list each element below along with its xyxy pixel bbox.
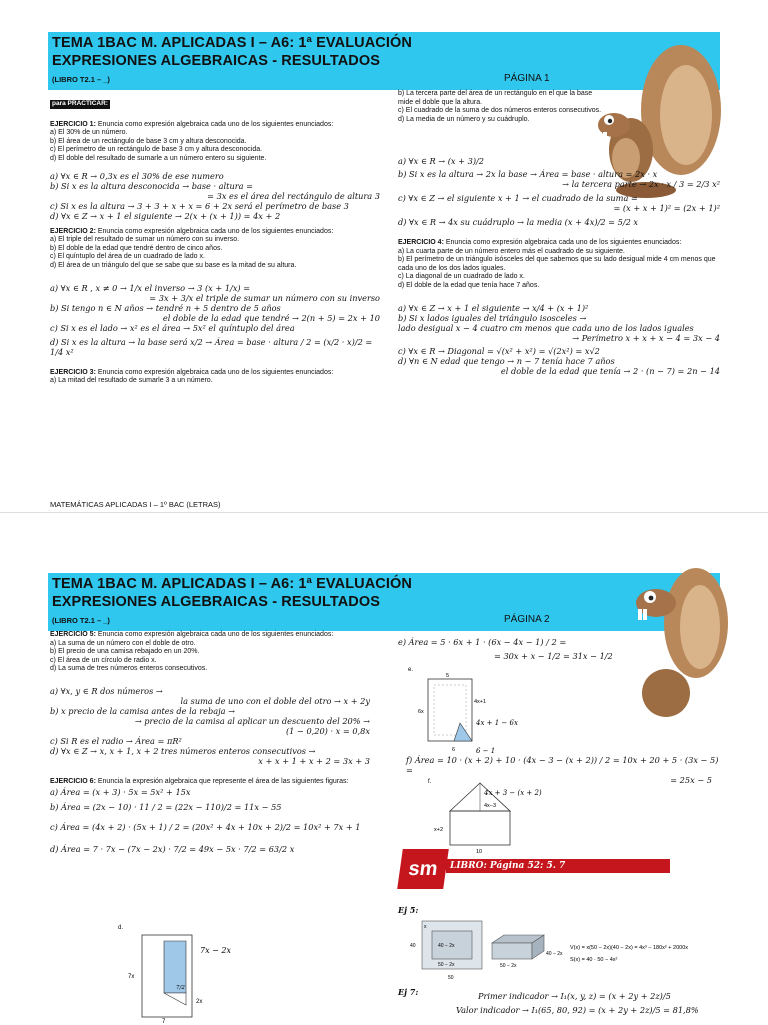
ej6-sol-b: b) Área = (2x − 10) · 11 / 2 = (22x − 110)/2 = 11x − 55 <box>50 801 282 812</box>
ej6-heading: EJERCICIO 6: <box>50 777 96 785</box>
ej2-sol-c: c) Si x es el lado → x² es el área → 5x² el quíntuplo del área <box>50 322 295 333</box>
ej3-item-a: a) La mitad del resultado de sumarle 3 a un número. <box>50 377 213 385</box>
ej5-net-d: 50 <box>448 975 454 981</box>
ej5-net-b: 50 − 2x <box>438 962 455 968</box>
ej2-sol-a2: = 3x + 3/x el triple de sumar un número con su inverso <box>149 292 380 303</box>
fig-e-top-label: 5 <box>446 673 450 679</box>
ej5-sol-b2: → precio de la camisa al aplicar un descuento del 20% → <box>134 715 370 726</box>
ej4-sol-d2: el doble de la edad que tenía → 2 · (n − 7) = 2n − 14 <box>500 365 720 376</box>
ej3-heading: EJERCICIO 3: <box>50 368 96 376</box>
ej5-sol-d2: x + x + 1 + x + 2 = 3x + 3 <box>258 755 370 766</box>
ej4-sol-b2: lado desigual x − 4 cuatro cm menos que cada uno de los lados iguales <box>398 322 694 333</box>
ej5-item-a: a) La suma de un número con el doble de otro. <box>50 639 196 647</box>
ej4-item-d: d) El doble de la edad que tenía hace 7 años. <box>398 281 540 289</box>
ej1-sol-b2: = 3x es el área del rectángulo de altura 3 <box>207 190 380 201</box>
ej5-volume: V(x) = x(50 − 2x)(40 − 2x) = 4x³ − 180x² + 2000x <box>570 945 689 951</box>
fig-d-top-label: 7x − 2x <box>200 946 231 955</box>
ej2-intro <box>50 228 380 237</box>
ej5-item-d: d) La suma de tres números enteros consecutivos. <box>50 665 208 673</box>
ej4-sol-c: c) ∀x ∈ R → Diagonal = √(x² + x²) = √(2x²) = x√2 <box>398 345 600 356</box>
ej5-net-e: x <box>424 924 427 930</box>
ej4-sol-a: a) ∀x ∈ Z → x + 1 el siguiente → x/4 + (x + 1)² <box>398 302 589 313</box>
ej5-item-c: c) El área de un círculo de radio x. <box>50 656 157 664</box>
ej3-sol-c: c) ∀x ∈ Z → el siguiente x + 1 → el cuadrado de la suma = <box>398 193 638 203</box>
page-2 <box>0 512 768 1025</box>
ej5-label: Ej 5: <box>398 905 419 915</box>
ej4-sol-d: d) ∀n ∈ N edad que tengo → n − 7 tenía hace 7 años <box>398 355 615 366</box>
ej6-sol-f: f) Área = 10 · (x + 2) + 10 · (4x − 3 − (x + 2)) / 2 = 10x + 20 + 5 · (3x − 5) = <box>406 755 719 775</box>
ej5-sol-a2: la suma de uno con el doble del otro → x + 2y <box>180 695 370 706</box>
ej3-intro-text: Enuncia como expresión algebraica cada uno de los siguientes enunciados: <box>97 368 334 376</box>
ej5-intro-text: Enuncia como expresión algebraica cada uno de los siguientes enunciados: <box>97 631 334 638</box>
ej3-sol-c2: = (x + x + 1)² = (2x + 1)² <box>613 203 720 213</box>
ej4-sol-b3: → Perímetro x + x + x − 4 = 3x − 4 <box>572 332 720 343</box>
fig-f-bottom-label: 10 <box>476 849 483 855</box>
fig-f-label: f. <box>428 779 432 785</box>
ej4-item-c: c) La diagonal de un cuadrado de lado x. <box>398 273 525 281</box>
ej1-sol-a: a) ∀x ∈ R → 0,3x es el 30% de ese numero <box>50 170 224 181</box>
ej4-sol-b: b) Si x lados iguales del triángulo isosceles → <box>398 312 587 323</box>
ej5-net-a: 40 − 2x <box>438 943 455 949</box>
fig-f-top-label: 4x + 3 − (x + 2) <box>484 789 542 797</box>
fig-f-rect <box>450 811 510 845</box>
ej2-sol-b: b) Si tengo n ∈ N años → tendré n + 5 dentro de 5 años <box>50 302 281 313</box>
ej4-item-b: b) El perímetro de un triángulo isósceles del que sabemos que su lado desigual mide 4 cm menos que cada uno de los dos lados iguales. <box>398 256 716 272</box>
figure-f-diagram <box>420 775 550 855</box>
header-title-line1: TEMA 1BAC M. APLICADAS I – A6: 1ª EVALUACIÓN <box>52 35 412 51</box>
ej6-intro-text: Enuncia la expresión algebraica que represente el área de las siguientes figuras: <box>97 777 349 785</box>
ej5-sol-b3: (1 − 0,20) · x = 0,8x <box>285 725 370 736</box>
ej7-solution <box>456 991 716 1015</box>
ej5-surface: S(x) = 40 · 50 − 4x² <box>570 957 618 963</box>
ej1-item-c: c) El perímetro de un rectángulo de base 3 cm y altura desconocida. <box>50 146 263 154</box>
ej2-heading: EJERCICIO 2: <box>50 227 96 235</box>
fig-e-bottom2-label: 6 − 1 <box>476 747 496 755</box>
practicar-label: para PRACTICAR: <box>52 100 108 107</box>
ej5-intro <box>50 631 370 640</box>
ej1-item-b: b) El área de un rectángulo de base 3 cm y altura desconocida. <box>50 137 247 145</box>
page-number-2: PÁGINA 2 <box>504 614 550 625</box>
ej4-intro <box>398 239 720 248</box>
page-footer: MATEMÁTICAS APLICADAS I – 1º BAC (LETRAS) <box>50 500 221 509</box>
ej4-item-a: a) La cuarta parte de un número entero más el cuadrado de su siguiente. <box>398 247 625 255</box>
ej1-sol-d: d) ∀x ∈ Z → x + 1 el siguiente → 2(x + (x + 1)) = 4x + 2 <box>50 210 281 221</box>
fig-e-triangle <box>454 723 472 741</box>
ej5-sol-a: a) ∀x, y ∈ R dos números → <box>50 685 163 696</box>
ej3-sol-b: b) Si x es la altura → 2x la base → Área = base · altura = 2x · x <box>398 169 658 179</box>
fig-d-left-label: 7x <box>128 974 135 980</box>
ej2-intro-text: Enuncia como expresión algebraica cada uno de los siguientes enunciados: <box>97 227 334 235</box>
ej2-item-c: c) El quíntuplo del área de un cuadrado de lado x. <box>50 253 205 261</box>
ej5-box-f: 40 − 2x <box>546 951 563 957</box>
ej5-sol-b: b) x precio de la camisa antes de la rebaja → <box>50 705 235 716</box>
figure-e-diagram <box>400 663 520 759</box>
ej4-heading: EJERCICIO 4: <box>398 239 444 246</box>
libro-pagina-banner: LIBRO: Página 52: 5. 7 <box>446 859 670 873</box>
libro-ref-2: (LIBRO T2.1 – _) <box>52 616 110 625</box>
ej3-item-b: b) La tercera parte del área de un rectángulo en el que la base mide el doble que la altura. <box>398 90 593 106</box>
ej1-intro-text: Enuncia como expresión algebraica cada uno de los siguientes enunciados: <box>97 120 334 128</box>
ej2-item-d: d) El área de un triángulo del que se sabe que su base es la mitad de su altura. <box>50 261 297 269</box>
fig-d-inner-label: 7/2 <box>176 985 185 991</box>
ej2-sol-a: a) ∀x ∈ R , x ≠ 0 → 1/x el inverso → 3 (x + 1/x) = <box>50 282 251 293</box>
ej3-sol-d: d) ∀x ∈ R → 4x su cuádruplo → la media (x + 4x)/2 = 5/2 x <box>398 217 639 227</box>
right-column <box>398 156 720 376</box>
ej3-item-d: d) La media de un número y su cuádruplo. <box>398 115 530 123</box>
ej6-sol-f2: = 25x − 5 <box>670 775 712 785</box>
header-title-line1-2: TEMA 1BAC M. APLICADAS I – A6: 1ª EVALUACIÓN <box>52 576 412 592</box>
fig-e-right-label: 4x+1 <box>474 699 487 705</box>
figure-d-diagram <box>112 923 262 1023</box>
ej1-sol-b: b) Si x es la altura desconocida → base · altura = <box>50 180 253 191</box>
right-column-top <box>398 90 608 124</box>
page-number: PÁGINA 1 <box>504 73 550 84</box>
fig-f-left-label: x+2 <box>434 827 444 833</box>
ej1-item-d: d) El doble del resultado de sumarle a un número entero su siguiente. <box>50 154 267 162</box>
ej2-sol-b2: el doble de la edad que tendré → 2(n + 5) = 2x + 10 <box>162 312 380 323</box>
ej5-box-g: 50 − 2x <box>500 963 517 969</box>
ej5-sol-d: d) ∀x ∈ Z → x, x + 1, x + 2 tres números enteros consecutivos → <box>50 745 316 756</box>
libro-ref: (LIBRO T2.1 – _) <box>52 75 110 84</box>
ej3-sol-b2: → la tercera parte → 2x · x / 3 = 2/3 x² <box>562 179 720 189</box>
ej6-sol-a: a) Área = (x + 3) · 5x = 5x² + 15x <box>50 786 191 797</box>
fig-e-label: e. <box>408 667 414 673</box>
ej7-label: Ej 7: <box>398 987 419 997</box>
ej5-sol-c: c) Si R es el radio → Área = πR² <box>50 735 182 746</box>
ej5-box-front <box>492 943 532 959</box>
sm-logo: sm <box>397 849 449 889</box>
ej7-line1: Primer indicador → I₁(x, y, z) = (x + 2y + 2z)/5 <box>478 991 671 1001</box>
ej6-sol-c: c) Área = (4x + 2) · (5x + 1) / 2 = (20x² + 4x + 10x + 2)/2 = 10x² + 7x + 1 <box>50 821 361 832</box>
ej5-item-b: b) El precio de una camisa rebajado en un 20%. <box>50 648 200 656</box>
page-1 <box>0 0 768 512</box>
fig-d-bottom-label: 7 <box>162 1019 166 1023</box>
ej5-net-c: 40 <box>410 943 416 949</box>
ej3-sol-a: a) ∀x ∈ R → (x + 3)/2 <box>398 156 484 166</box>
left-column-2 <box>50 631 370 854</box>
ej4-intro-text: Enuncia como expresión algebraica cada uno de los siguientes enunciados: <box>445 239 682 246</box>
ej5-heading: EJERCICIO 5: <box>50 631 96 638</box>
ej3-intro <box>50 369 380 378</box>
ej5-box-diagram <box>404 915 708 987</box>
right-column-2 <box>398 637 718 661</box>
ej1-item-a: a) El 30% de un número. <box>50 129 128 137</box>
fig-d-triangle <box>164 993 186 1005</box>
header-title-line2-2: EXPRESIONES ALGEBRAICAS - RESULTADOS <box>52 594 381 610</box>
fig-e-left-label: 6x <box>418 709 424 715</box>
ej6-sol-e2: = 30x + x − 1/2 = 31x − 1/2 <box>494 651 613 661</box>
fig-e-bottom1-label: 6 <box>452 747 456 753</box>
ej6-intro <box>50 778 370 787</box>
left-column <box>50 100 380 386</box>
ej1-heading: EJERCICIO 1: <box>50 120 96 128</box>
fig-d-right-label: 2x <box>196 999 203 1005</box>
header-banner-2 <box>48 573 720 631</box>
ej3-item-c: c) El cuadrado de la suma de dos números enteros consecutivos. <box>398 107 602 115</box>
ej2-item-b: b) El doble de la edad que tendré dentro de cinco años. <box>50 244 223 252</box>
header-title-line2: EXPRESIONES ALGEBRAICAS - RESULTADOS <box>52 53 381 69</box>
ej1-sol-c: c) Si x es la altura → 3 + 3 + x + x = 6 + 2x será el perímetro de base 3 <box>50 200 349 211</box>
ej6-sol-e: e) Área = 5 · 6x + 1 · (6x − 4x − 1) / 2 = <box>398 637 567 647</box>
fig-d-label: d. <box>118 925 124 931</box>
ej2-item-a: a) El triple del resultado de sumar un número con su inverso. <box>50 236 240 244</box>
ej1-intro <box>50 121 380 130</box>
ej2-sol-d: d) Si x es la altura → la base será x/2 → Área = base · altura / 2 = (x/2 · x)/2 = 1/4 x² <box>50 336 373 357</box>
fig-f-mid-label: 4x−3 <box>484 803 497 809</box>
ej6-sol-d: d) Área = 7 · 7x − (7x − 2x) · 7/2 = 49x − 5x · 7/2 = 63/2 x <box>50 843 295 854</box>
fig-e-inner-label: 4x + 1 − 6x <box>476 719 518 727</box>
ej7-line2: Valor indicador → I₁(65, 80, 92) = (x + 2y + 2z)/5 = 81,8% <box>456 1005 699 1015</box>
